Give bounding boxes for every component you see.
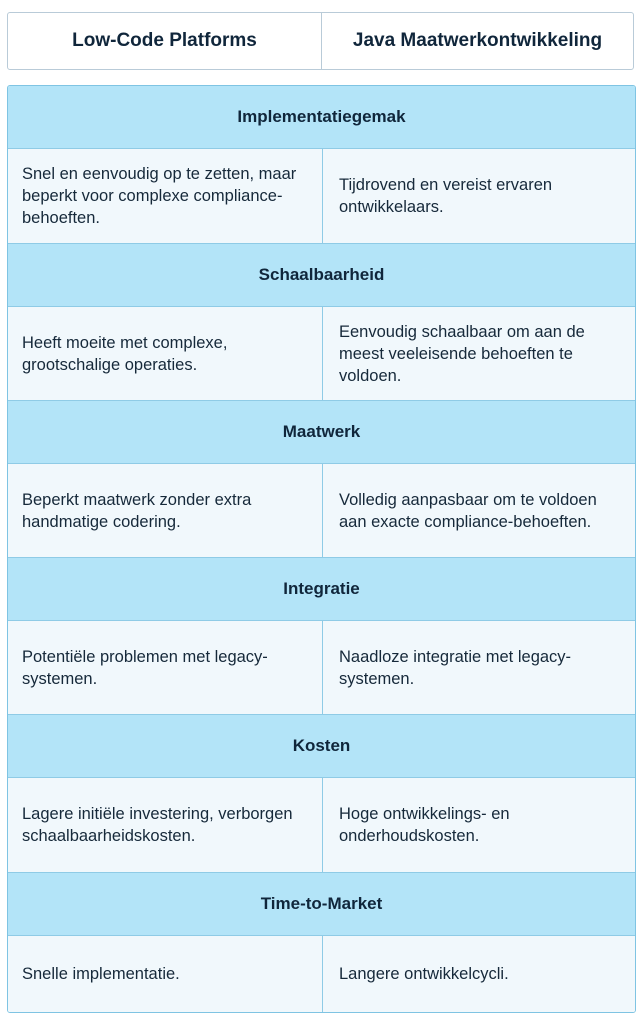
comparison-row [8,149,635,244]
header-java: Java Maatwerkontwikkeling [352,30,603,51]
comparison-header [7,12,634,70]
comparison-row [8,778,635,873]
category-title: Schaalbaarheid [8,244,635,307]
java-cell: Tijdrovend en vereist ervaren ontwikkelaars. [339,176,553,216]
comparison-row [8,936,635,1012]
low-code-cell: Lagere initiële investering, verborgen schaalbaarheidskosten. [8,778,323,872]
category-title: Integratie [8,558,635,621]
java-cell: Volledig aanpasbaar om te voldoen aan exacte compliance-behoeften. [339,490,597,531]
category-title: Kosten [8,715,635,778]
java-cell: Hoge ontwikkelings- en onderhoudskosten. [339,805,510,845]
java-cell: Eenvoudig schaalbaar om aan de meest veeleisende behoeften te voldoen. [339,322,585,385]
comparison-row [8,621,635,715]
low-code-cell: Heeft moeite met complexe, grootschalige operaties. [8,307,323,400]
low-code-cell: Snelle implementatie. [8,936,323,1012]
java-cell: Naadloze integratie met legacy-systemen. [339,647,572,688]
header-low-code: Low-Code Platforms [8,13,322,69]
low-code-cell: Snel en eenvoudig op te zetten, maar beperkt voor complexe compliance-behoeften. [8,149,323,243]
category-title: Implementatiegemak [8,86,635,149]
category-title: Maatwerk [8,401,635,464]
comparison-row [8,464,635,558]
low-code-cell: Potentiële problemen met legacy-systemen. [8,621,323,714]
comparison-table [7,85,636,1013]
low-code-cell: Beperkt maatwerk zonder extra handmatige codering. [8,464,323,557]
java-cell: Langere ontwikkelcycli. [339,965,509,983]
comparison-row [8,307,635,401]
category-title: Time-to-Market [8,873,635,936]
